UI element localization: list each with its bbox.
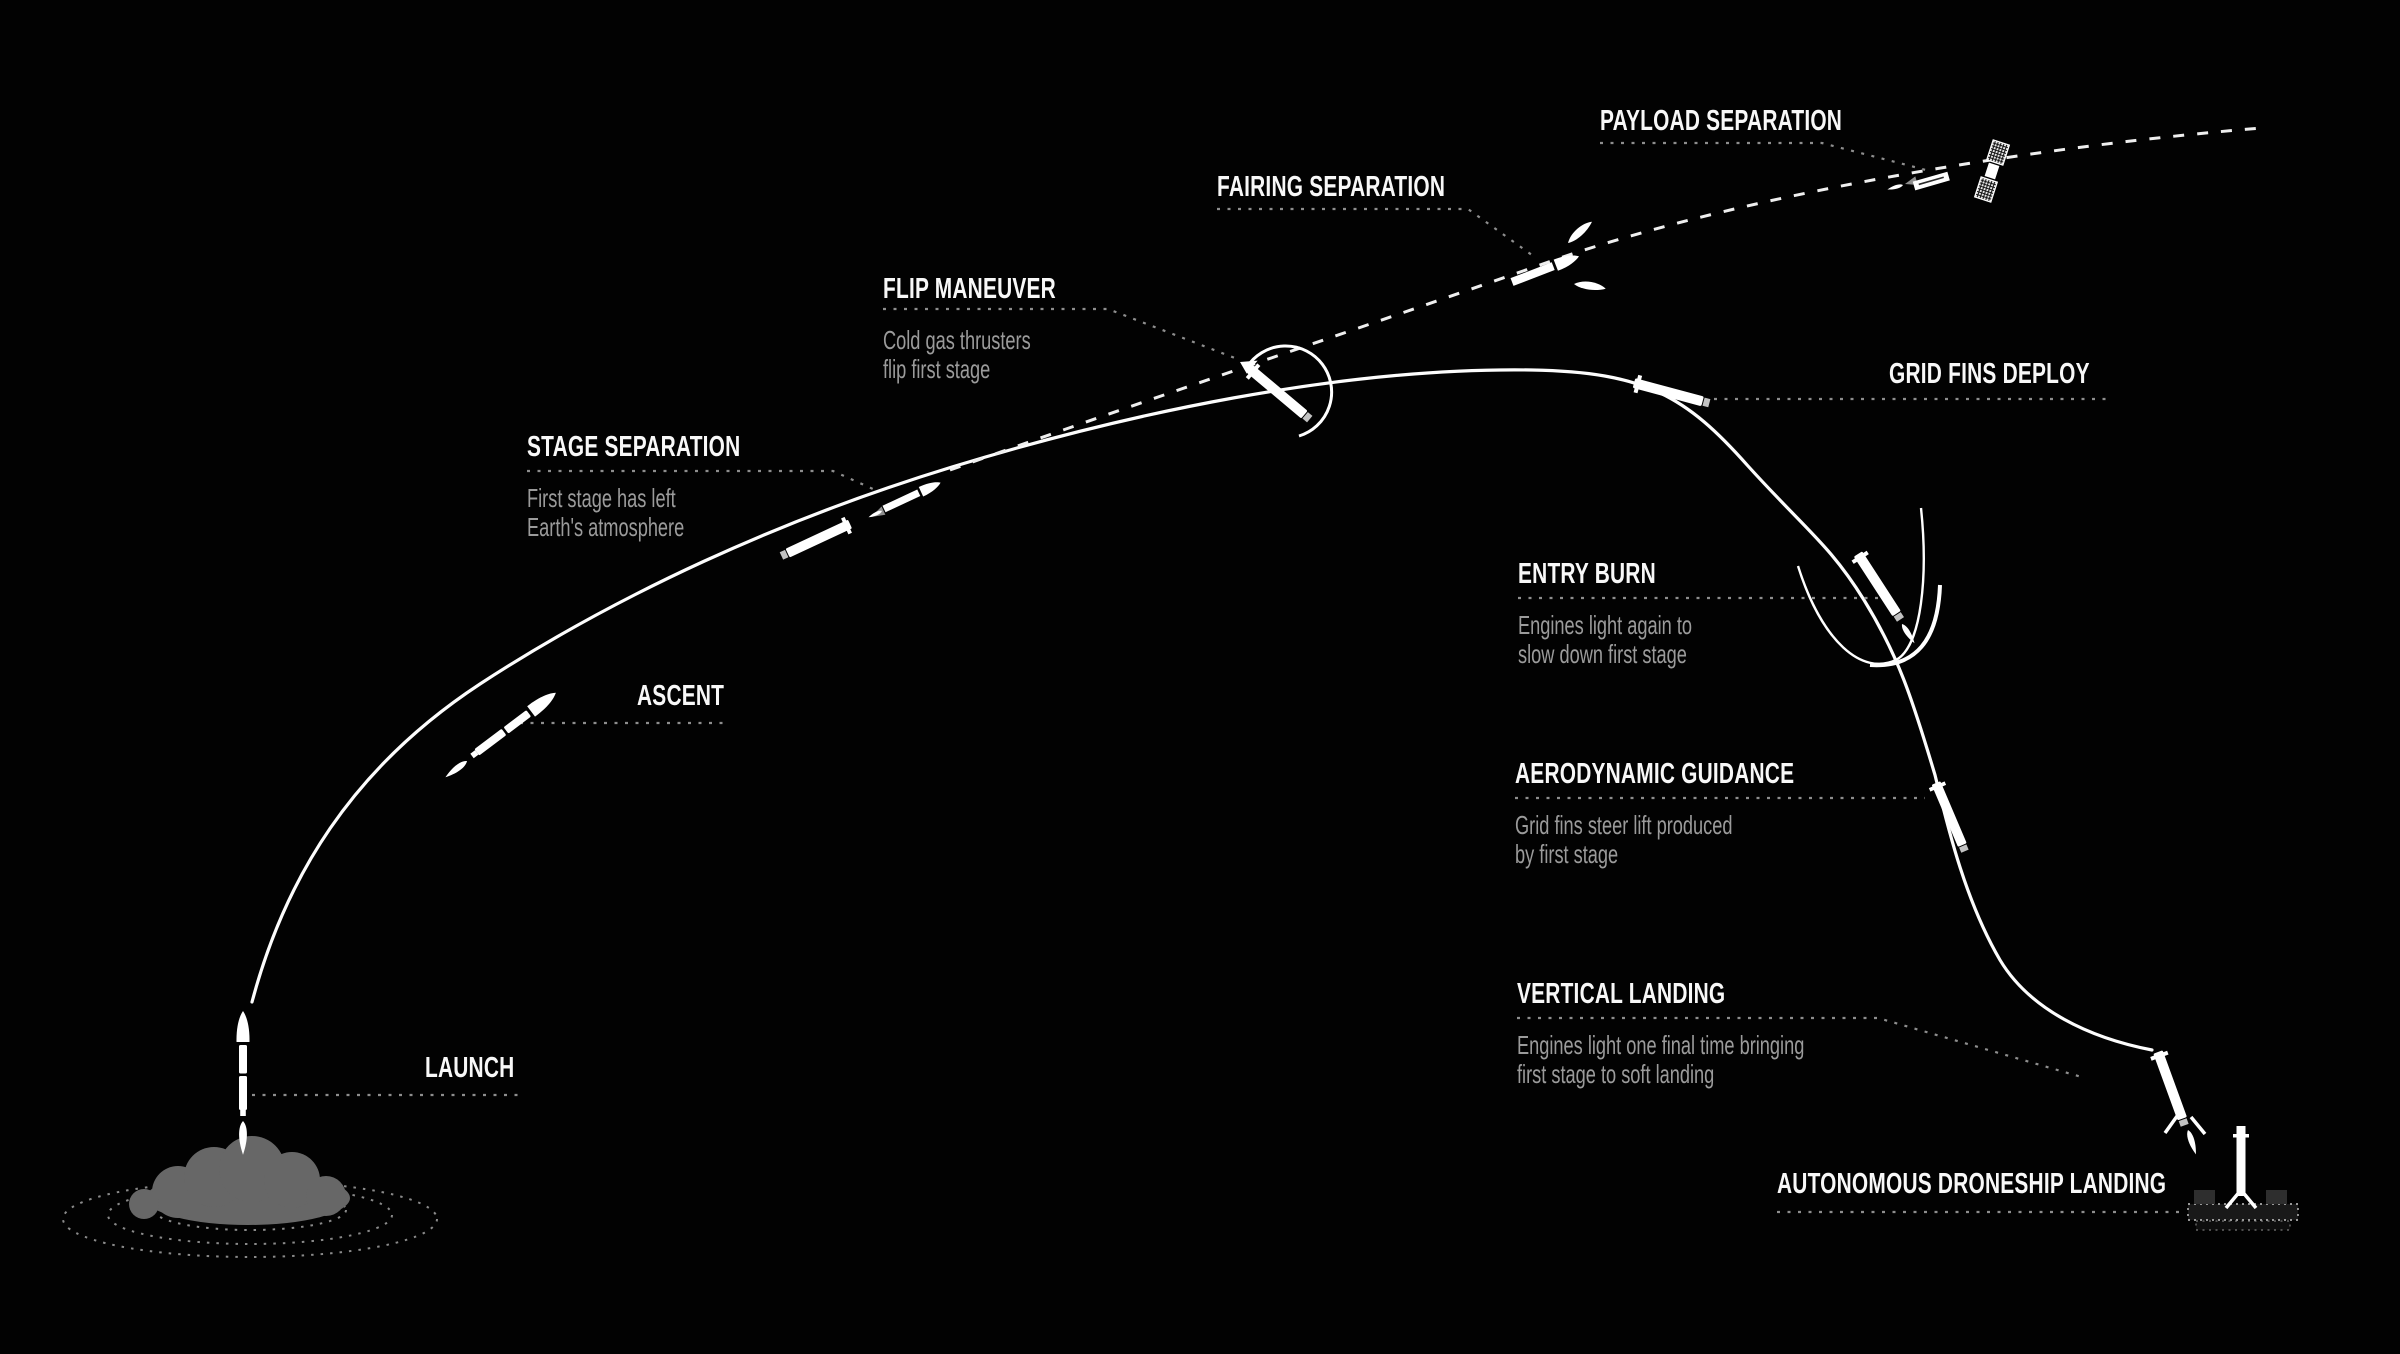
label-stage-separation: [527, 432, 823, 542]
stage-title: ASCENT: [637, 680, 725, 712]
label-payload-separation: [1600, 106, 1936, 136]
stage-description: Engines light one final time bringing first stage to soft landing: [1517, 1030, 1805, 1089]
stage-title: VERTICAL LANDING: [1517, 978, 1726, 1010]
flip-maneuver-icon: [1238, 346, 1332, 436]
label-launch: [425, 1053, 549, 1083]
leader-fairing-separation: [1217, 209, 1536, 258]
label-grid-fins-deploy: [1811, 359, 2090, 389]
launch-smoke-cloud: [129, 1136, 350, 1225]
label-fairing-separation: [1217, 172, 1534, 202]
stage-description: Grid fins steer lift produced by first stage: [1515, 810, 1733, 869]
label-autonomous-droneship-landing: [1777, 1169, 2318, 1199]
fairing-separation-icon: [1510, 219, 1607, 293]
stage-title: AERODYNAMIC GUIDANCE: [1515, 758, 1795, 790]
label-aerodynamic-guidance: [1515, 759, 1903, 869]
payload-separation-icon: [1887, 140, 2009, 202]
aero-guidance-booster-icon: [1928, 780, 1973, 855]
label-entry-burn: [1518, 559, 1767, 669]
label-flip-maneuver: [883, 274, 1123, 384]
stage-description: Cold gas thrusters flip first stage: [883, 325, 1031, 384]
stage-title: FLIP MANEUVER: [883, 273, 1056, 305]
launch-rocket-icon: [236, 1011, 249, 1155]
stage-title: STAGE SEPARATION: [527, 431, 741, 463]
leader-payload-separation: [1600, 143, 1926, 170]
stage-description: First stage has left Earth's atmosphere: [527, 483, 685, 542]
stage-description: Engines light again to slow down first stage: [1518, 610, 1693, 669]
second-stage-trajectory: [950, 128, 2262, 470]
label-ascent: [637, 681, 758, 711]
ascent-rocket-icon: [444, 688, 560, 780]
entry-burn-icon: [1798, 508, 1940, 665]
grid-fins-booster-icon: [1632, 374, 1712, 412]
stage-title: PAYLOAD SEPARATION: [1600, 105, 1843, 137]
satellite-icon: [1975, 140, 2010, 202]
stage-title: GRID FINS DEPLOY: [1889, 358, 2090, 390]
stage-title: FAIRING SEPARATION: [1217, 171, 1446, 203]
stage-title: ENTRY BURN: [1518, 558, 1656, 590]
vertical-landing-booster-icon: [2150, 1049, 2205, 1155]
stage-title: AUTONOMOUS DRONESHIP LANDING: [1777, 1168, 2167, 1200]
label-vertical-landing: [1517, 979, 1927, 1089]
stage-title: LAUNCH: [425, 1052, 515, 1084]
